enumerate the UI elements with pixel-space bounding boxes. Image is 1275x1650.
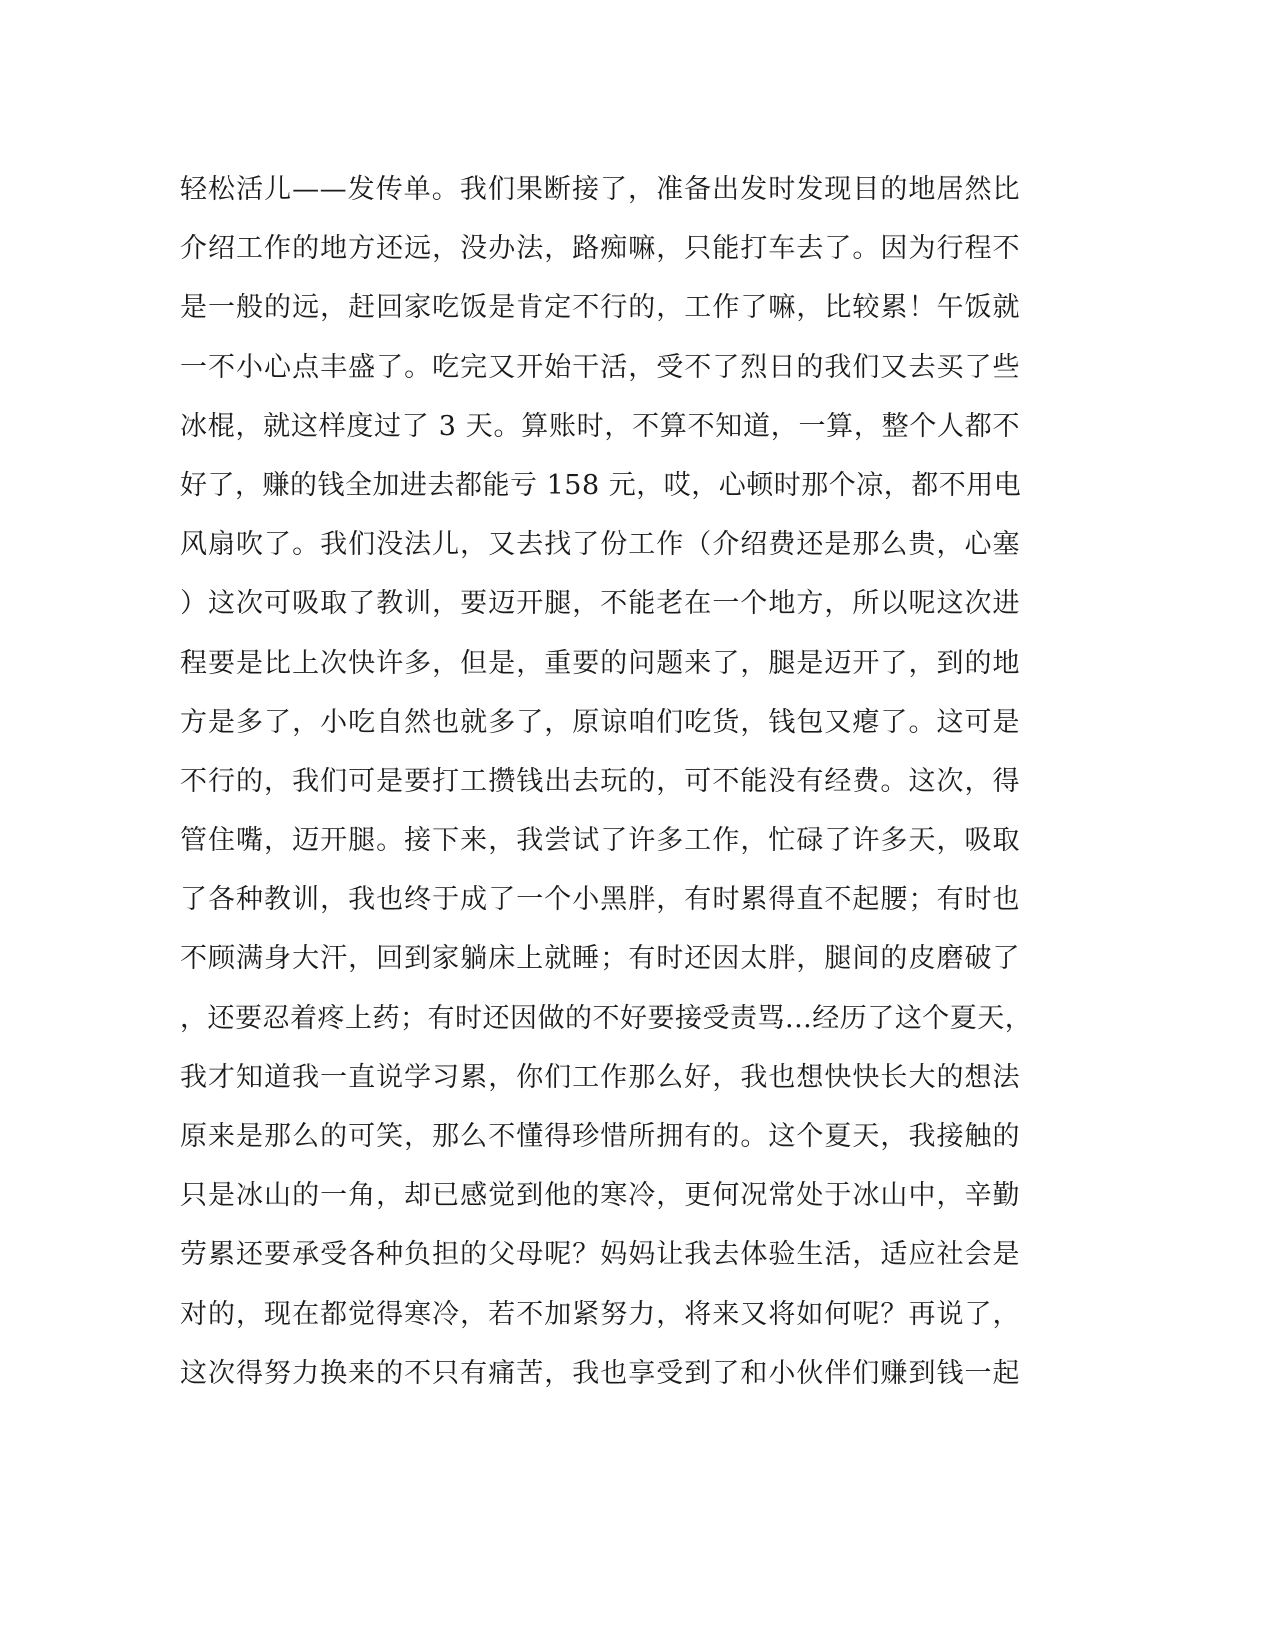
text-line: 方是多了，小吃自然也就多了，原谅咱们吃货，钱包又瘪了。这可是 <box>180 706 1020 738</box>
text-line: 介绍工作的地方还远，没办法，路痴嘛，只能打车去了。因为行程不 <box>180 233 1020 265</box>
text-line: 轻松活儿——发传单。我们果断接了，准备出发时发现目的地居然比 <box>180 174 1020 205</box>
text-line: 不顾满身大汗，回到家躺床上就睡；有时还因太胖，腿间的皮磨破了 <box>180 943 1020 975</box>
text-line: 了各种教训，我也终于成了一个小黑胖，有时累得直不起腰；有时也 <box>180 884 1020 916</box>
text-line: 我才知道我一直说学习累，你们工作那么好，我也想快快长大的想法 <box>180 1061 1020 1093</box>
text-line: 原来是那么的可笑，那么不懂得珍惜所拥有的。这个夏天，我接触的 <box>180 1121 1020 1152</box>
text-line: 好了，赚的钱全加进去都能亏 158 元，哎，心顿时那个凉，都不用电 <box>180 469 1022 501</box>
text-line: ）这次可吸取了教训，要迈开腿，不能老在一个地方，所以呢这次进 <box>180 588 1020 620</box>
text-line: 是一般的远，赶回家吃饭是肯定不行的，工作了嘛，比较累！午饭就 <box>180 292 1020 324</box>
text-line: 冰棍，就这样度过了 3 天。算账时，不算不知道，一算，整个人都不 <box>180 410 1020 442</box>
text-line: 劳累还要承受各种负担的父母呢？妈妈让我去体验生活，适应社会是 <box>180 1239 1020 1271</box>
text-line: 不行的，我们可是要打工攒钱出去玩的，可不能没有经费。这次，得 <box>180 765 1020 797</box>
text-line: 一不小心点丰盛了。吃完又开始干活，受不了烈日的我们又去买了些 <box>180 351 1020 383</box>
body-text <box>180 160 1033 1403</box>
text-line: 只是冰山的一角，却已感觉到他的寒冷，更何况常处于冰山中，辛勤 <box>180 1180 1020 1212</box>
text-line: 对的，现在都觉得寒冷，若不加紧努力，将来又将如何呢？再说了， <box>180 1298 1020 1330</box>
text-line: 管住嘴，迈开腿。接下来，我尝试了许多工作，忙碌了许多天，吸取 <box>180 825 1020 857</box>
text-line: ，还要忍着疼上药；有时还因做的不好要接受责骂...经历了这个夏天， <box>180 1002 1033 1034</box>
text-line: 这次得努力换来的不只有痛苦，我也享受到了和小伙伴们赚到钱一起 <box>180 1357 1020 1389</box>
text-line: 程要是比上次快许多，但是，重要的问题来了，腿是迈开了，到的地 <box>180 647 1020 679</box>
text-line: 风扇吹了。我们没法儿，又去找了份工作（介绍费还是那么贵，心塞 <box>180 529 1020 561</box>
